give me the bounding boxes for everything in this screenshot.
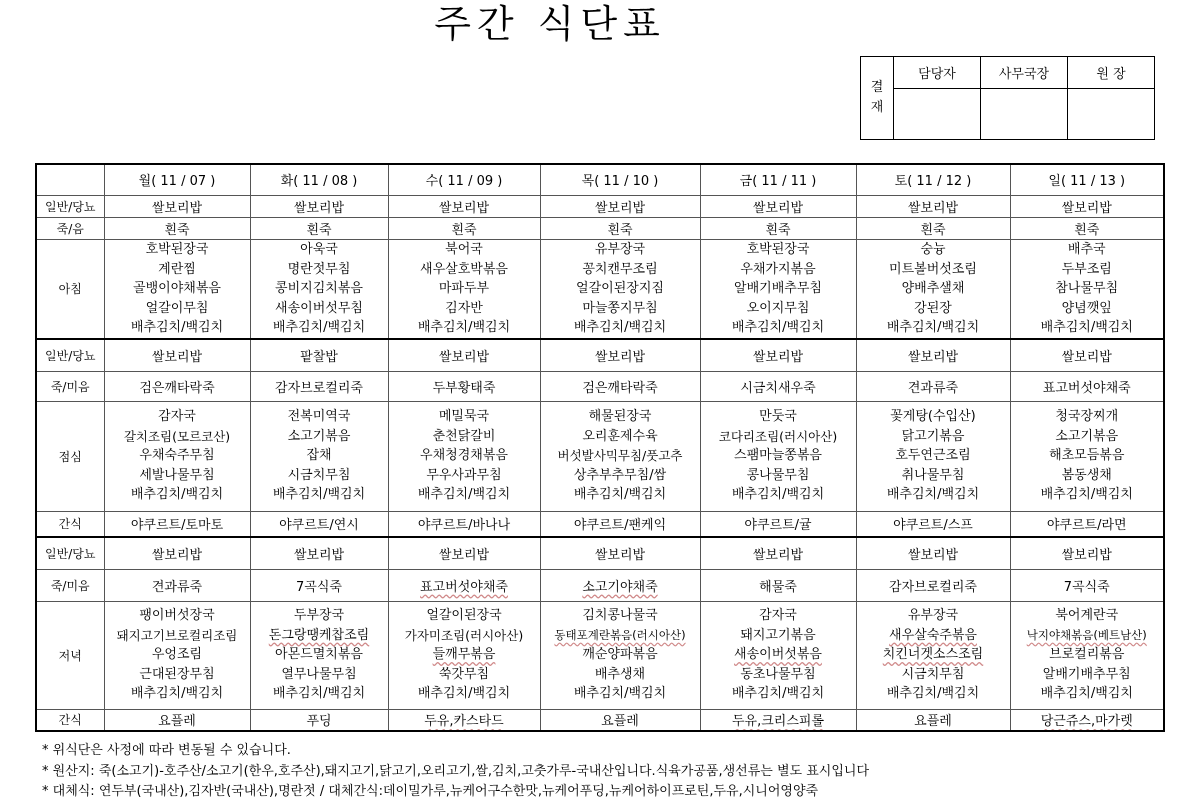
menu-item: 우채청경채볶음	[420, 448, 508, 464]
menu-item: 버섯발사믹무침/풋고추	[557, 448, 683, 464]
menu-cell	[540, 709, 700, 731]
menu-cell	[1010, 401, 1164, 511]
menu-item: 7곡식죽	[296, 579, 342, 595]
menu-item: 양배추샐채	[901, 281, 965, 296]
meal-row	[36, 569, 1164, 601]
menu-cell	[1010, 239, 1164, 339]
menu-cell	[856, 569, 1010, 601]
menu-item: 흰죽	[607, 222, 633, 238]
menu-cell	[700, 239, 856, 339]
meal-row	[36, 217, 1164, 239]
menu-cell	[700, 709, 856, 731]
menu-item: 봄동생채	[1061, 467, 1112, 483]
menu-item: 배추김치/백김치	[417, 487, 511, 503]
menu-item: 들깨무볶음	[432, 647, 496, 663]
menu-item: 호두연근조림	[895, 448, 971, 464]
menu-item: 북어계란국	[1055, 608, 1119, 624]
menu-item: 새송이버섯볶음	[734, 647, 822, 663]
menu-item: 견과류죽	[907, 380, 959, 396]
menu-item: 배추김치/백김치	[1040, 320, 1133, 335]
menu-item: 꽁치캔무조림	[582, 261, 658, 277]
menu-cell	[540, 339, 700, 371]
menu-item: 팥찰밥	[300, 349, 338, 365]
menu-item: 쌀보리밥	[594, 200, 646, 216]
menu-item: 시금치새우죽	[740, 380, 816, 396]
menu-item: 야쿠르트/연시	[279, 518, 359, 534]
menu-cell	[104, 195, 250, 217]
day-header: 목( 11 / 10 )	[540, 164, 700, 195]
menu-cell	[388, 709, 540, 731]
menu-cell	[250, 601, 388, 709]
menu-cell	[104, 339, 250, 371]
menu-cell	[1010, 569, 1164, 601]
corner-cell	[36, 164, 104, 195]
menu-item: 배추김치/백김치	[130, 487, 224, 503]
menu-item: 돼지고기브로컬리조림	[116, 627, 238, 643]
menu-cell	[388, 511, 540, 537]
menu-item: 흰죽	[1074, 222, 1100, 238]
menu-cell	[540, 511, 700, 537]
menu-item: 야쿠르트/스프	[893, 518, 973, 534]
menu-item: 취나물무침	[901, 467, 965, 483]
menu-item: 쌀보리밥	[1061, 349, 1112, 365]
menu-item: 김자반	[445, 300, 483, 316]
menu-cell	[250, 339, 388, 371]
menu-item: 골뱅이야채볶음	[133, 281, 221, 296]
menu-item: 알배기배추무침	[734, 281, 822, 296]
menu-cell	[250, 569, 388, 601]
menu-cell	[1010, 601, 1164, 709]
menu-item: 배추김치/백김치	[417, 320, 511, 335]
note-line: * 원산지: 죽(소고기)-호주산/소고기(한우,호주산),돼지고기,닭고기,오리고기,쌀,김치,고춧가루-국내산입니다.식육가공품,생선류는 별도 표시입니다	[42, 763, 870, 779]
day-header: 화( 11 / 08 )	[250, 164, 388, 195]
meal-row	[36, 511, 1164, 537]
menu-cell	[700, 537, 856, 569]
row-label: 간식	[36, 709, 104, 731]
menu-item: 만둣국	[759, 409, 797, 425]
menu-item: 스팸마늘쫑볶음	[734, 448, 822, 464]
menu-item: 양념깻잎	[1061, 300, 1112, 316]
meal-row	[36, 537, 1164, 569]
menu-item: 두부장국	[293, 608, 345, 624]
menu-item: 무우사과무침	[426, 467, 502, 483]
menu-item: 쌀보리밥	[438, 349, 490, 365]
menu-item: 감자브로컬리죽	[889, 579, 977, 595]
menu-cell	[700, 569, 856, 601]
menu-item: 배추김치/백김치	[886, 686, 980, 702]
menu-cell	[856, 537, 1010, 569]
menu-cell	[1010, 339, 1164, 371]
menu-item: 배추김치/백김치	[272, 487, 366, 503]
menu-item: 쌀보리밥	[752, 200, 804, 216]
menu-item: 김치콩나물국	[582, 608, 658, 624]
note-line: * 위식단은 사정에 따라 변동될 수 있습니다.	[42, 743, 291, 758]
menu-cell	[540, 371, 700, 401]
page-title: 주간 식단표	[434, 2, 666, 46]
menu-item: 전복미역국	[287, 409, 351, 425]
menu-item: 흰죽	[920, 222, 946, 238]
menu-item: 쌀보리밥	[151, 547, 203, 563]
menu-cell	[540, 601, 700, 709]
menu-item: 쌀보리밥	[907, 349, 959, 365]
menu-item: 닭고기볶음	[901, 428, 965, 444]
menu-item: 야쿠르트/토마토	[130, 518, 224, 534]
menu-item: 요플레	[158, 714, 196, 730]
menu-item: 얼갈이된장국	[426, 608, 502, 624]
menu-item: 배추국	[1067, 242, 1106, 257]
notes	[42, 741, 869, 803]
menu-item: 소고기볶음	[1055, 428, 1119, 444]
menu-item: 쌀보리밥	[1061, 547, 1112, 563]
menu-item: 열무나물무침	[281, 666, 357, 682]
meal-row	[36, 371, 1164, 401]
menu-item: 브로컬리볶음	[1049, 647, 1125, 663]
note-line: * 대체식: 연두부(국내산),김자반(국내산),명란젓 / 대체간식:데이밀가루,뉴케어구수한맛,뉴케어푸딩,뉴케어하이프로틴,두유,시니어영양죽	[42, 784, 819, 799]
menu-cell	[250, 709, 388, 731]
menu-item: 쌀보리밥	[907, 200, 959, 216]
menu-cell	[1010, 511, 1164, 537]
menu-cell	[540, 569, 700, 601]
menu-item: 명란젓무침	[287, 261, 351, 277]
menu-cell	[388, 569, 540, 601]
approval-header-manager: 담당자	[894, 57, 981, 89]
meal-row	[36, 401, 1164, 511]
menu-cell	[104, 511, 250, 537]
menu-item: 배추김치/백김치	[1040, 686, 1133, 702]
menu-cell	[104, 601, 250, 709]
menu-cell	[388, 339, 540, 371]
menu-cell	[104, 401, 250, 511]
menu-item: 아욱국	[300, 242, 338, 257]
meal-row	[36, 601, 1164, 709]
menu-cell	[856, 601, 1010, 709]
menu-cell	[104, 537, 250, 569]
menu-item: 낙지야채볶음(베트남산)	[1026, 627, 1147, 642]
menu-item: 쌀보리밥	[438, 200, 490, 216]
menu-cell	[856, 217, 1010, 239]
menu-item: 코다리조림(러시아산)	[718, 428, 838, 444]
menu-item: 두유,카스타드	[424, 714, 504, 730]
row-label: 간식	[36, 511, 104, 537]
menu-item: 동태포계란볶음(러시아산)	[554, 627, 686, 642]
menu-item: 배추김치/백김치	[573, 686, 667, 702]
menu-cell	[540, 195, 700, 217]
menu-item: 쌀보리밥	[151, 349, 203, 365]
menu-item: 감자국	[759, 608, 797, 624]
row-label: 죽/미음	[36, 569, 104, 601]
menu-cell	[700, 195, 856, 217]
menu-cell	[856, 239, 1010, 339]
menu-item: 꽃게탕(수입산)	[890, 409, 976, 425]
menu-item: 표고버섯야채죽	[1042, 380, 1131, 396]
menu-item: 우엉조림	[151, 647, 203, 663]
menu-item: 강된장	[914, 300, 952, 316]
menu-item: 숭늉	[920, 242, 946, 257]
menu-item: 배추김치/백김치	[886, 320, 980, 335]
menu-item: 배추김치/백김치	[573, 487, 667, 503]
menu-cell	[388, 401, 540, 511]
menu-item: 오리훈제수육	[582, 428, 658, 444]
menu-item: 상추부추무침/쌈	[573, 467, 667, 483]
menu-item: 깨순양파볶음	[582, 647, 658, 663]
day-header: 월( 11 / 07 )	[104, 164, 250, 195]
approval-header-head: 원 장	[1068, 57, 1155, 89]
menu-item: 유부장국	[907, 608, 959, 624]
menu-cell	[104, 217, 250, 239]
menu-cell	[1010, 217, 1164, 239]
menu-item: 배추김치/백김치	[731, 487, 825, 503]
meal-row	[36, 709, 1164, 731]
meal-row	[36, 239, 1164, 339]
row-label: 점심	[36, 401, 104, 511]
menu-item: 검은깨타락죽	[139, 380, 215, 396]
menu-cell	[856, 511, 1010, 537]
menu-item: 마늘쫑지무침	[582, 300, 658, 316]
menu-cell	[388, 537, 540, 569]
menu-item: 청국장찌개	[1055, 409, 1119, 425]
menu-cell	[388, 195, 540, 217]
menu-cell	[388, 601, 540, 709]
menu-item: 요플레	[914, 714, 952, 730]
menu-item: 유부장국	[594, 242, 646, 257]
menu-item: 견과류죽	[151, 579, 203, 595]
menu-cell	[250, 217, 388, 239]
menu-cell	[700, 339, 856, 371]
menu-item: 시금치무침	[287, 467, 351, 483]
row-label: 죽/미음	[36, 371, 104, 401]
menu-item: 두부조림	[1061, 261, 1112, 277]
menu-item: 배추김치/백김치	[731, 320, 825, 335]
row-label: 일반/당뇨	[36, 195, 104, 217]
menu-item: 새우살호박볶음	[420, 261, 508, 277]
row-label: 아침	[36, 239, 104, 339]
menu-cell	[856, 195, 1010, 217]
menu-item: 쌀보리밥	[1061, 200, 1112, 216]
menu-item: 해물된장국	[588, 409, 652, 425]
menu-item: 흰죽	[451, 222, 477, 238]
menu-cell	[250, 511, 388, 537]
menu-item: 얼갈이무침	[145, 300, 209, 316]
menu-item: 흰죽	[765, 222, 791, 238]
day-header: 수( 11 / 09 )	[388, 164, 540, 195]
meal-row	[36, 195, 1164, 217]
menu-item: 콩비지김치볶음	[275, 281, 363, 296]
menu-cell	[388, 239, 540, 339]
approval-header-director: 사무국장	[981, 57, 1068, 89]
day-header: 일( 11 / 13 )	[1010, 164, 1164, 195]
menu-item: 야쿠르트/바나나	[417, 518, 511, 534]
menu-item: 야쿠르트/팬케익	[573, 518, 667, 534]
menu-item: 알배기배추무침	[1042, 666, 1131, 682]
menu-cell	[104, 569, 250, 601]
menu-item: 7곡식죽	[1063, 579, 1110, 595]
menu-item: 감자국	[158, 409, 196, 425]
menu-item: 우채숙주무침	[139, 448, 215, 464]
menu-cell	[250, 195, 388, 217]
approval-sign-director[interactable]	[981, 89, 1068, 140]
menu-item: 콩나물무침	[746, 467, 810, 483]
menu-item: 가자미조림(러시아산)	[404, 627, 524, 643]
menu-item: 잡채	[306, 448, 332, 464]
menu-cell	[388, 371, 540, 401]
menu-item: 표고버섯야채죽	[420, 579, 508, 595]
menu-item: 호박된장국	[145, 242, 209, 257]
menu-item: 검은깨타락죽	[582, 380, 658, 396]
menu-item: 미트볼버섯조림	[889, 261, 977, 277]
menu-cell	[700, 511, 856, 537]
menu-cell	[540, 239, 700, 339]
approval-box	[860, 56, 1155, 140]
menu-cell	[1010, 195, 1164, 217]
menu-item: 두유,크리스피롤	[731, 714, 825, 730]
menu-cell	[856, 371, 1010, 401]
menu-item: 치킨너겟소스조림	[882, 647, 984, 663]
menu-item: 아몬드멸치볶음	[275, 647, 363, 663]
row-label: 죽/음	[36, 217, 104, 239]
menu-item: 쌀보리밥	[907, 547, 959, 563]
menu-cell	[1010, 537, 1164, 569]
row-label: 저녁	[36, 601, 104, 709]
menu-item: 오이지무침	[746, 300, 810, 316]
menu-cell	[1010, 709, 1164, 731]
approval-sign-manager[interactable]	[894, 89, 981, 140]
approval-label-text: 결재	[870, 80, 884, 115]
menu-item: 배추김치/백김치	[272, 320, 366, 335]
menu-cell	[700, 401, 856, 511]
menu-item: 해초모듬볶음	[1049, 448, 1125, 464]
menu-item: 배추김치/백김치	[886, 487, 980, 503]
menu-item: 당근쥬스,마가렛	[1040, 714, 1133, 730]
menu-item: 흰죽	[164, 222, 190, 238]
menu-item: 쌀보리밥	[752, 547, 804, 563]
menu-item: 갈치조림(모르코산)	[123, 428, 231, 444]
menu-cell	[250, 401, 388, 511]
menu-item: 메밀묵국	[438, 409, 490, 425]
menu-cell	[250, 239, 388, 339]
menu-item: 세발나물무침	[139, 467, 215, 483]
menu-cell	[1010, 371, 1164, 401]
menu-item: 참나물무침	[1055, 281, 1119, 296]
menu-item: 감자브로컬리죽	[275, 380, 363, 396]
menu-item: 계란찜	[158, 261, 196, 277]
menu-cell	[250, 371, 388, 401]
menu-item: 얼갈이된장지짐	[576, 281, 664, 296]
menu-item: 근대된장무침	[139, 666, 215, 682]
menu-item: 두부황태죽	[432, 380, 496, 396]
menu-item: 푸딩	[306, 714, 332, 730]
menu-item: 배추김치/백김치	[130, 320, 224, 335]
menu-item: 춘천닭갈비	[432, 428, 496, 444]
menu-item: 쌀보리밥	[438, 547, 490, 563]
menu-item: 해물죽	[759, 579, 797, 595]
menu-cell	[250, 537, 388, 569]
menu-cell	[540, 537, 700, 569]
menu-item: 배추김치/백김치	[731, 686, 825, 702]
menu-item: 요플레	[601, 714, 639, 730]
meal-row	[36, 339, 1164, 371]
menu-item: 새송이버섯무침	[275, 300, 363, 316]
menu-item: 쑥갓무침	[438, 666, 490, 682]
menu-cell	[540, 217, 700, 239]
menu-cell	[104, 239, 250, 339]
approval-sign-head[interactable]	[1068, 89, 1155, 140]
menu-item: 우채가지볶음	[740, 261, 816, 277]
menu-cell	[104, 371, 250, 401]
menu-item: 새우살숙주볶음	[889, 627, 977, 643]
menu-item: 배추김치/백김치	[1040, 487, 1133, 503]
menu-cell	[700, 371, 856, 401]
menu-item: 돈그랑땡케찹조림	[268, 627, 370, 643]
menu-item: 배추김치/백김치	[130, 686, 224, 702]
menu-item: 야쿠르트/라면	[1046, 518, 1127, 534]
menu-item: 쌀보리밥	[752, 349, 804, 365]
menu-item: 배추생채	[594, 666, 646, 682]
menu-item: 배추김치/백김치	[573, 320, 667, 335]
menu-item: 배추김치/백김치	[272, 686, 366, 702]
menu-item: 돼지고기볶음	[740, 627, 816, 643]
menu-item: 동초나물무침	[740, 666, 816, 682]
menu-item: 팽이버섯장국	[139, 608, 215, 624]
day-header: 금( 11 / 11 )	[700, 164, 856, 195]
row-label: 일반/당뇨	[36, 537, 104, 569]
menu-item: 마파두부	[438, 281, 490, 296]
row-label: 일반/당뇨	[36, 339, 104, 371]
menu-cell	[540, 401, 700, 511]
menu-cell	[104, 709, 250, 731]
menu-table	[35, 163, 1165, 732]
menu-item: 쌀보리밥	[151, 200, 203, 216]
menu-cell	[856, 709, 1010, 731]
menu-cell	[700, 217, 856, 239]
menu-item: 소고기야채죽	[582, 579, 658, 595]
menu-item: 시금치무침	[901, 666, 965, 682]
menu-cell	[856, 339, 1010, 371]
menu-item: 쌀보리밥	[594, 547, 646, 563]
day-header-row	[36, 164, 1164, 195]
menu-item: 쌀보리밥	[594, 349, 646, 365]
day-header: 토( 11 / 12 )	[856, 164, 1010, 195]
menu-cell	[388, 217, 540, 239]
menu-cell	[700, 601, 856, 709]
approval-label	[861, 57, 894, 140]
menu-item: 배추김치/백김치	[417, 686, 511, 702]
menu-item: 야쿠르트/귤	[744, 518, 812, 534]
menu-item: 북어국	[445, 242, 483, 257]
menu-cell	[856, 401, 1010, 511]
menu-item: 소고기볶음	[287, 428, 351, 444]
menu-item: 흰죽	[306, 222, 332, 238]
menu-item: 쌀보리밥	[293, 200, 345, 216]
menu-item: 호박된장국	[746, 242, 810, 257]
menu-item: 쌀보리밥	[293, 547, 345, 563]
